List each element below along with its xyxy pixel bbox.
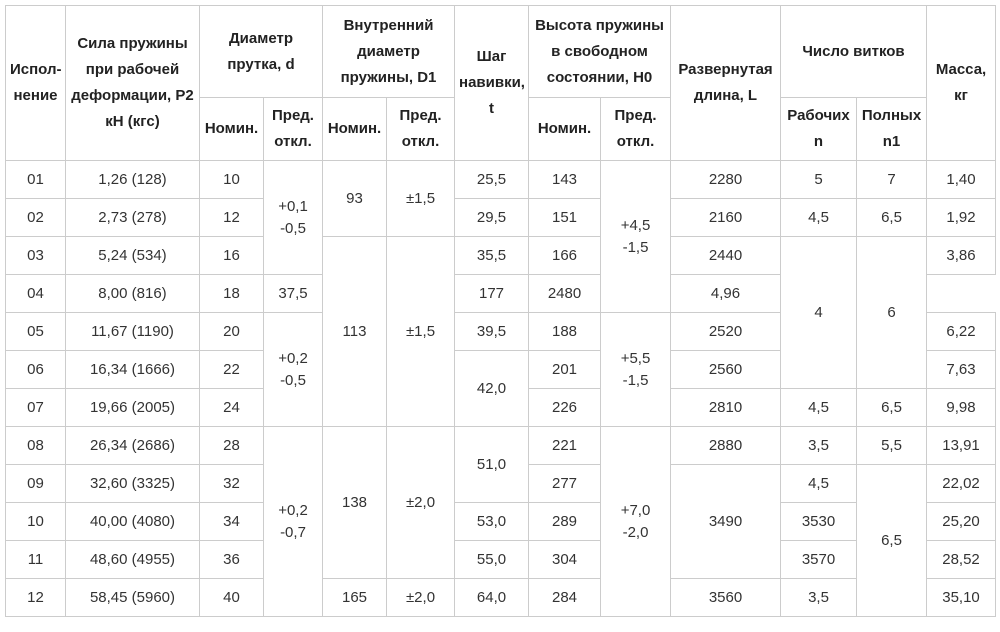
cell-variant: 01 — [6, 161, 66, 199]
cell-force: 11,67 (1190) — [66, 313, 200, 351]
cell-mass: 7,63 — [927, 351, 996, 389]
cell-mass: 35,10 — [927, 579, 996, 617]
cell-D1-tolerance: ±2,0 — [387, 427, 455, 579]
cell-mass: 3,86 — [927, 237, 996, 275]
header-mass: Масса, кг — [927, 6, 996, 161]
cell-working-turns: 3,5 — [781, 427, 857, 465]
cell-pitch: 37,5 — [264, 275, 323, 313]
cell-d: 18 — [200, 275, 264, 313]
cell-pitch: 51,0 — [455, 427, 529, 503]
cell-mass: 25,20 — [927, 503, 996, 541]
cell-d: 10 — [200, 161, 264, 199]
cell-h0: 201 — [529, 351, 601, 389]
header-h0-nominal: Номин. — [529, 98, 601, 161]
header-free-height: Высота пружины в свободном состоянии, H0 — [529, 6, 671, 98]
cell-working-turns: 5 — [781, 161, 857, 199]
header-full-turns: Полных n1 — [857, 98, 927, 161]
cell-d: 34 — [200, 503, 264, 541]
cell-length: 2880 — [671, 427, 781, 465]
cell-D1: 165 — [323, 579, 387, 617]
cell-full-turns: 6,5 — [857, 199, 927, 237]
cell-force: 8,00 (816) — [66, 275, 200, 313]
cell-working-turns: 3,5 — [781, 579, 857, 617]
cell-d: 32 — [200, 465, 264, 503]
cell-length: 2480 — [529, 275, 601, 313]
cell-pitch: 35,5 — [455, 237, 529, 275]
cell-variant: 09 — [6, 465, 66, 503]
cell-full-turns: 7 — [857, 161, 927, 199]
cell-h0: 226 — [529, 389, 601, 427]
cell-force: 32,60 (3325) — [66, 465, 200, 503]
cell-d-tolerance: +0,2 -0,5 — [264, 313, 323, 427]
cell-variant: 12 — [6, 579, 66, 617]
cell-force: 40,00 (4080) — [66, 503, 200, 541]
header-d-tolerance: Пред. откл. — [264, 98, 323, 161]
cell-h0: 221 — [529, 427, 601, 465]
cell-mass: 1,92 — [927, 199, 996, 237]
cell-d: 20 — [200, 313, 264, 351]
cell-d-tolerance: +0,1 -0,5 — [264, 161, 323, 275]
cell-variant: 06 — [6, 351, 66, 389]
cell-h0-tolerance: +5,5 -1,5 — [601, 313, 671, 427]
cell-pitch: 29,5 — [455, 199, 529, 237]
cell-force: 5,24 (534) — [66, 237, 200, 275]
cell-h0: 151 — [529, 199, 601, 237]
cell-D1: 138 — [323, 427, 387, 579]
cell-h0: 289 — [529, 503, 601, 541]
header-rod-diameter: Диаметр прутка, d — [200, 6, 323, 98]
cell-variant: 03 — [6, 237, 66, 275]
table-row — [6, 579, 996, 617]
cell-full-turns: 6 — [857, 237, 927, 389]
cell-pitch: 42,0 — [455, 351, 529, 427]
table-row — [6, 541, 996, 579]
cell-working-turns: 4 — [781, 237, 857, 389]
cell-force: 2,73 (278) — [66, 199, 200, 237]
header-D1-tolerance: Пред. откл. — [387, 98, 455, 161]
table-row — [6, 199, 996, 237]
header-working-turns: Рабочих n — [781, 98, 857, 161]
cell-variant: 10 — [6, 503, 66, 541]
cell-length: 2280 — [671, 161, 781, 199]
cell-D1-tolerance: ±2,0 — [387, 579, 455, 617]
cell-d: 24 — [200, 389, 264, 427]
cell-mass: 9,98 — [927, 389, 996, 427]
cell-variant: 07 — [6, 389, 66, 427]
cell-h0: 188 — [529, 313, 601, 351]
header-d-nominal: Номин. — [200, 98, 264, 161]
cell-D1-tolerance: ±1,5 — [387, 161, 455, 237]
cell-force: 26,34 (2686) — [66, 427, 200, 465]
cell-mass: 4,96 — [671, 275, 781, 313]
cell-h0-tolerance: +4,5 -1,5 — [601, 161, 671, 313]
cell-mass: 28,52 — [927, 541, 996, 579]
cell-d: 28 — [200, 427, 264, 465]
header-length: Развернутая длина, L — [671, 6, 781, 161]
header-inner-diameter: Внутренний диаметр пружины, D1 — [323, 6, 455, 98]
cell-h0: 177 — [455, 275, 529, 313]
cell-pitch: 25,5 — [455, 161, 529, 199]
cell-d: 16 — [200, 237, 264, 275]
cell-D1-tolerance: ±1,5 — [387, 237, 455, 427]
cell-h0: 284 — [529, 579, 601, 617]
cell-h0-tolerance: +7,0 -2,0 — [601, 427, 671, 617]
cell-length: 2520 — [671, 313, 781, 351]
cell-length: 2810 — [671, 389, 781, 427]
header-force: Сила пружины при рабочей деформации, P2 кН (кгс) — [66, 6, 200, 161]
cell-d: 36 — [200, 541, 264, 579]
header-pitch: Шаг навивки, t — [455, 6, 529, 161]
cell-h0: 166 — [529, 237, 601, 275]
cell-working-turns: 4,5 — [781, 199, 857, 237]
table-row — [6, 503, 996, 541]
table-row — [6, 237, 996, 275]
cell-h0: 143 — [529, 161, 601, 199]
cell-d: 40 — [200, 579, 264, 617]
cell-length: 2160 — [671, 199, 781, 237]
cell-variant: 02 — [6, 199, 66, 237]
table-row — [6, 427, 996, 465]
cell-mass: 13,91 — [927, 427, 996, 465]
table-row — [6, 161, 996, 199]
cell-full-turns: 6,5 — [857, 389, 927, 427]
cell-force: 1,26 (128) — [66, 161, 200, 199]
cell-pitch: 55,0 — [455, 541, 529, 579]
cell-length: 2560 — [671, 351, 781, 389]
cell-working-turns: 3570 — [781, 541, 857, 579]
cell-pitch: 39,5 — [455, 313, 529, 351]
spring-specs-table — [5, 5, 996, 617]
cell-length: 2440 — [671, 237, 781, 275]
cell-D1: 93 — [323, 161, 387, 237]
cell-working-turns: 4,5 — [781, 389, 857, 427]
cell-pitch: 53,0 — [455, 503, 529, 541]
header-variant: Испол- нение — [6, 6, 66, 161]
cell-d-tolerance: +0,2 -0,7 — [264, 427, 323, 617]
cell-mass: 6,22 — [927, 313, 996, 351]
cell-variant: 08 — [6, 427, 66, 465]
header-h0-tolerance: Пред. откл. — [601, 98, 671, 161]
cell-working-turns: 3530 — [781, 503, 857, 541]
cell-h0: 277 — [529, 465, 601, 503]
header-D1-nominal: Номин. — [323, 98, 387, 161]
cell-h0: 304 — [529, 541, 601, 579]
cell-d: 12 — [200, 199, 264, 237]
cell-full-turns: 6,5 — [857, 465, 927, 617]
cell-D1: 113 — [323, 237, 387, 427]
header-turns: Число витков — [781, 6, 927, 98]
cell-force: 58,45 (5960) — [66, 579, 200, 617]
cell-working-turns: 4,5 — [781, 465, 857, 503]
cell-full-turns: 5,5 — [857, 427, 927, 465]
cell-variant: 04 — [6, 275, 66, 313]
cell-force: 48,60 (4955) — [66, 541, 200, 579]
cell-length: 3560 — [671, 579, 781, 617]
cell-variant: 05 — [6, 313, 66, 351]
cell-pitch: 64,0 — [455, 579, 529, 617]
cell-variant: 11 — [6, 541, 66, 579]
cell-force: 19,66 (2005) — [66, 389, 200, 427]
cell-length: 3490 — [671, 465, 781, 579]
cell-force: 16,34 (1666) — [66, 351, 200, 389]
cell-mass: 22,02 — [927, 465, 996, 503]
cell-mass: 1,40 — [927, 161, 996, 199]
cell-d: 22 — [200, 351, 264, 389]
